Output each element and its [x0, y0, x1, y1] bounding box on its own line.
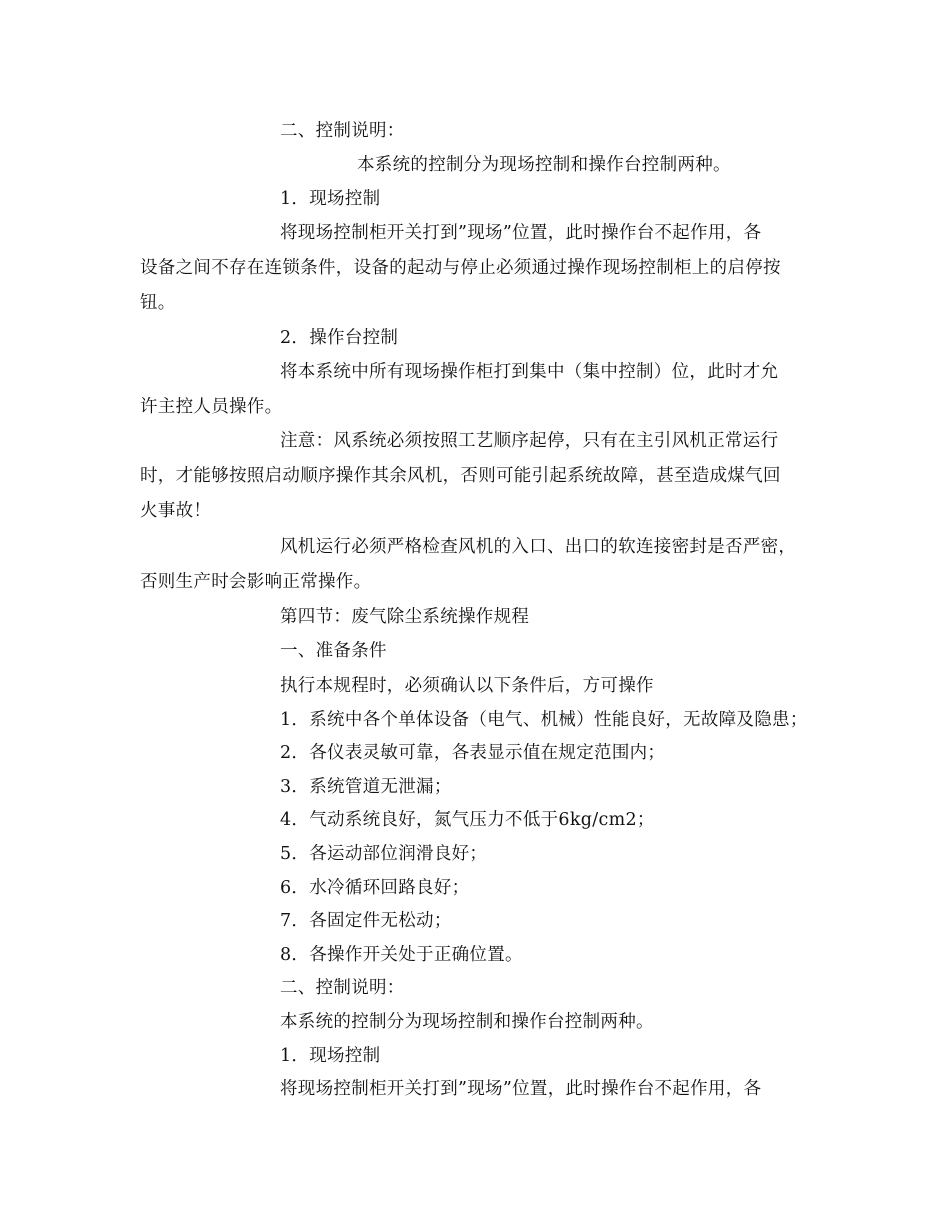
- list-item: 5．各运动部位润滑良好；: [280, 844, 488, 864]
- paragraph-line: 将本系统中所有现场操作柜打到集中（集中控制）位，此时才允: [280, 362, 779, 382]
- paragraph-line: 许主控人员操作。: [140, 397, 283, 417]
- paragraph-line: 设备之间不存在连锁条件，设备的起动与停止必须通过操作现场控制柜上的启停按: [140, 258, 781, 278]
- paragraph-line: 将现场控制柜开关打到”现场”位置，此时操作台不起作用，各: [280, 1079, 762, 1099]
- note-line: 注意：风系统必须按照工艺顺序起停，只有在主引风机正常运行: [280, 431, 779, 451]
- paragraph-line: 本系统的控制分为现场控制和操作台控制两种。: [280, 1012, 654, 1032]
- list-item: 7．各固定件无松动；: [280, 911, 452, 931]
- section-title: 第四节：废气除尘系统操作规程: [280, 607, 530, 627]
- paragraph-line: 将现场控制柜开关打到”现场”位置，此时操作台不起作用，各: [280, 223, 762, 243]
- subheading-console-control: 2．操作台控制: [280, 328, 399, 348]
- list-item: 2．各仪表灵敏可靠，各表显示值在规定范围内；: [280, 743, 666, 763]
- list-item: 3．系统管道无泄漏；: [280, 777, 452, 797]
- subheading-onsite-control: 1．现场控制: [280, 1046, 381, 1066]
- paragraph-line: 风机运行必须严格检查风机的入口、出口的软连接密封是否严密，: [280, 537, 797, 557]
- paragraph-line: 钮。: [140, 293, 176, 313]
- list-item: 8．各操作开关处于正确位置。: [280, 945, 523, 965]
- subheading-onsite-control: 1．现场控制: [280, 189, 381, 209]
- section-heading-control-description: 二、控制说明：: [280, 978, 405, 998]
- section-heading-control-description: 二、控制说明：: [280, 121, 405, 141]
- list-item: 4．气动系统良好，氮气压力不低于6kg/cm2；: [280, 810, 655, 830]
- paragraph-line: 本系统的控制分为现场控制和操作台控制两种。: [357, 155, 731, 175]
- note-line: 火事故！: [140, 501, 212, 521]
- paragraph-line: 执行本规程时，必须确认以下条件后，方可操作: [280, 676, 654, 696]
- list-item: 1．系统中各个单体设备（电气、机械）性能良好，无故障及隐患；: [280, 710, 808, 730]
- note-line: 时，才能够按照启动顺序操作其余风机，否则可能引起系统故障，甚至造成煤气回: [140, 466, 781, 486]
- list-item: 6．水冷循环回路良好；: [280, 878, 470, 898]
- section-heading-preparation: 一、准备条件: [280, 641, 387, 661]
- paragraph-line: 否则生产时会影响正常操作。: [140, 572, 372, 592]
